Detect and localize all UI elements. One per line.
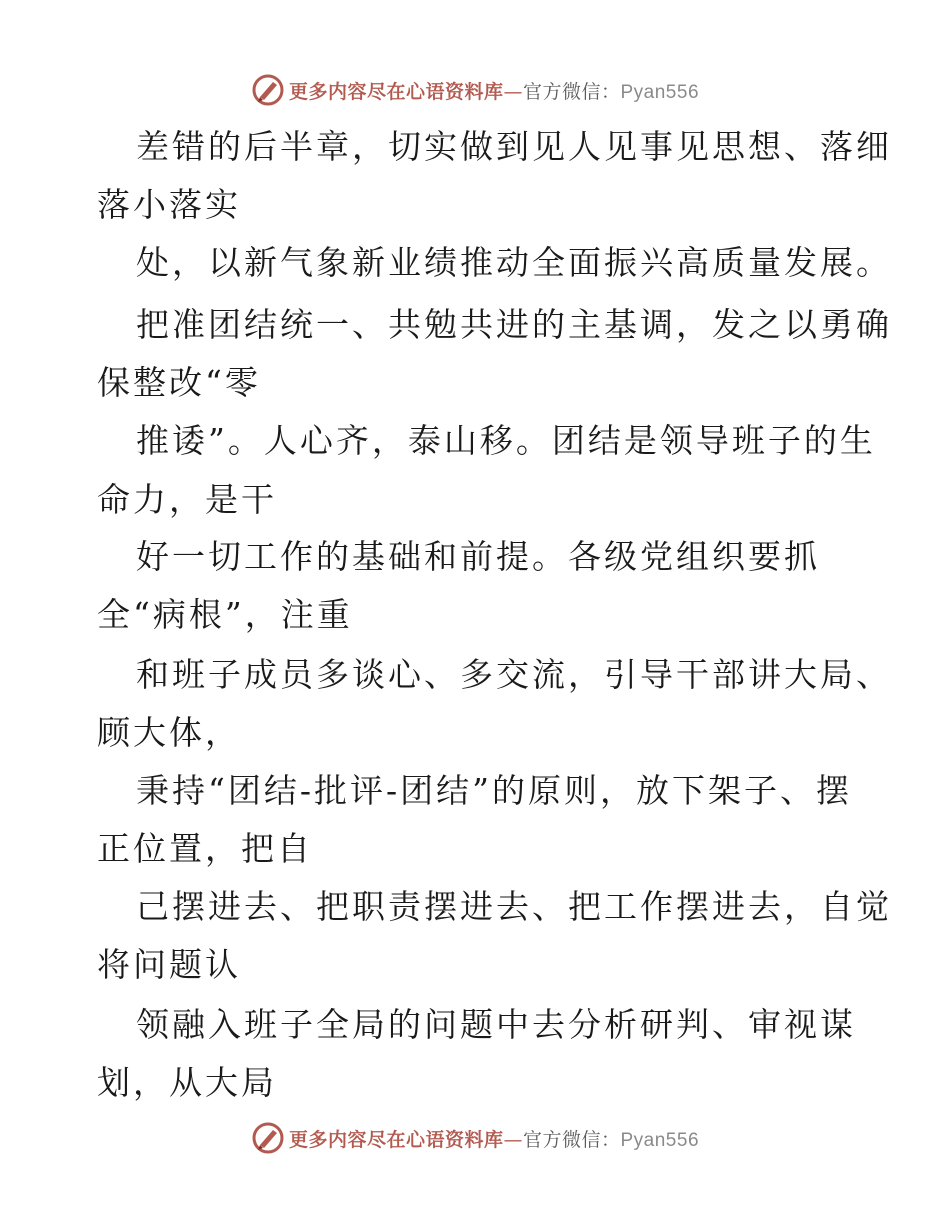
text-line: 和班子成员多谈心、多交流，引导干部讲大局、 bbox=[136, 655, 892, 694]
text-line: 落小落实 bbox=[97, 185, 241, 224]
text-line: 差错的后半章，切实做到见人见事见思想、落细 bbox=[136, 127, 892, 166]
header-banner bbox=[0, 70, 950, 110]
banner-site-name: 更多内容尽在心语资料库 bbox=[288, 80, 504, 103]
text-line: 己摆进去、把职责摆进去、把工作摆进去，自觉 bbox=[136, 887, 892, 926]
text-line: 全“病根”，注重 bbox=[97, 595, 353, 634]
banner-dash: — bbox=[503, 80, 523, 103]
footer-banner bbox=[0, 1118, 950, 1158]
banner-official-label: 官方微信： bbox=[522, 80, 621, 103]
text-line: 领融入班子全局的问题中去分析研判、审视谋 bbox=[136, 1005, 856, 1044]
text-line: 处，以新气象新业绩推动全面振兴高质量发展。 bbox=[136, 243, 892, 282]
banner-caption bbox=[289, 77, 699, 104]
text-line: 推诿”。人心齐，泰山移。团结是领导班子的生 bbox=[136, 421, 876, 460]
text-line: 正位置，把自 bbox=[97, 829, 313, 868]
text-line: 将问题认 bbox=[97, 945, 241, 984]
banner-official-label: 官方微信： bbox=[522, 1128, 621, 1151]
text-line: 秉持“团结-批评-团结”的原则，放下架子、摆 bbox=[136, 771, 853, 810]
text-line: 把准团结统一、共勉共进的主基调，发之以勇确 bbox=[136, 305, 892, 344]
banner-caption bbox=[289, 1125, 699, 1152]
quill-pen-logo-icon bbox=[251, 1121, 285, 1155]
banner-wechat-id: Pyan556 bbox=[620, 1129, 700, 1151]
text-line: 命力，是干 bbox=[97, 480, 277, 519]
banner-wechat-id: Pyan556 bbox=[620, 81, 700, 103]
banner-dash: — bbox=[503, 1128, 523, 1151]
quill-pen-logo-icon bbox=[251, 73, 285, 107]
banner-site-name: 更多内容尽在心语资料库 bbox=[288, 1128, 504, 1151]
text-line: 顾大体， bbox=[97, 713, 241, 752]
text-line: 保整改“零 bbox=[97, 363, 261, 402]
text-line: 划，从大局 bbox=[97, 1063, 277, 1102]
text-line: 好一切工作的基础和前提。各级党组织要抓 bbox=[136, 537, 820, 576]
